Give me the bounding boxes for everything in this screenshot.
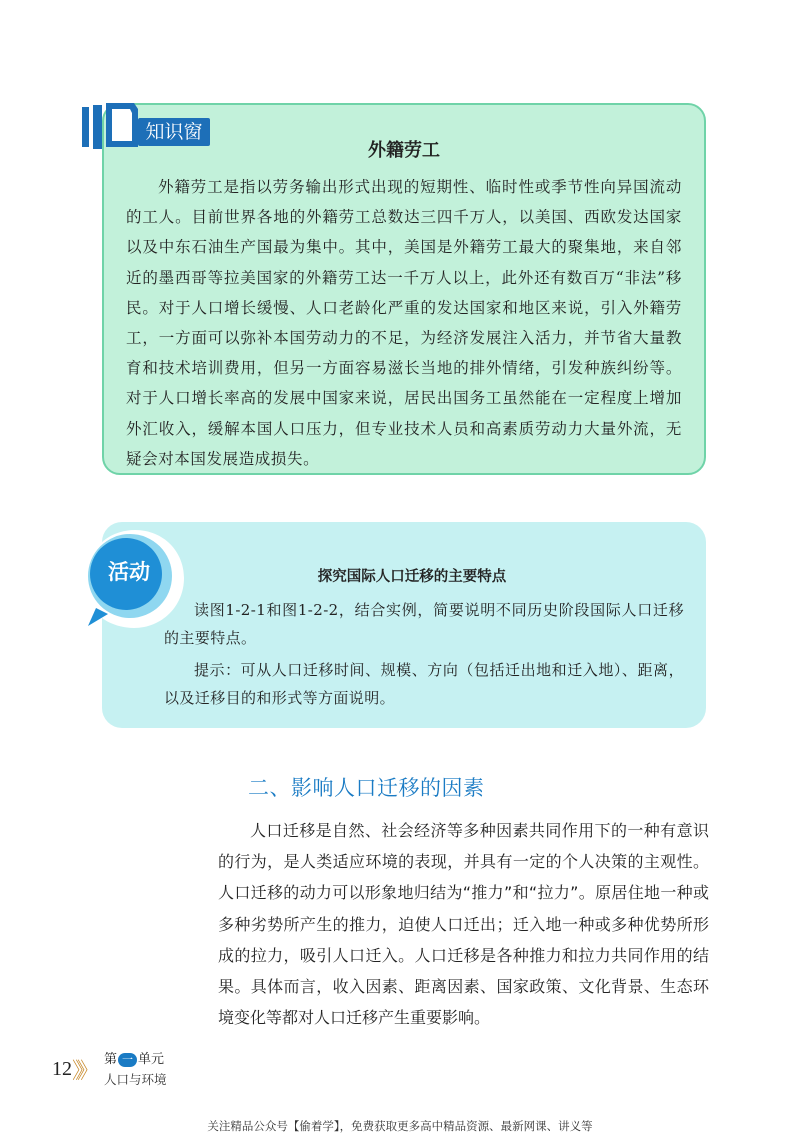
knowledge-window-title: 外籍劳工	[368, 140, 440, 161]
page-arrows-icon: 》》	[72, 1059, 94, 1084]
knowledge-window-tag: 知识窗	[138, 118, 210, 146]
page-number: 12	[52, 1058, 72, 1080]
activity-label: 活动	[108, 560, 150, 584]
unit-title: 人口与环境	[104, 1072, 167, 1087]
activity-paragraph-1: 读图1-2-1和图1-2-2，结合实例，简要说明不同历史阶段国际人口迁移的主要特点。	[164, 601, 684, 647]
activity-title: 探究国际人口迁移的主要特点	[317, 569, 507, 585]
section-heading: 二、影响人口迁移的因素	[248, 776, 485, 800]
unit-prefix: 第	[104, 1052, 118, 1067]
watermark-text: 关注精品公众号【偷着学】，免费获取更多高中精品资源、最新网课、讲义等	[207, 1119, 593, 1133]
unit-number-badge: 一	[118, 1053, 137, 1067]
unit-suffix: 单元	[138, 1052, 165, 1067]
activity-paragraph-2: 提示：可从人口迁移时间、规模、方向（包括迁出地和迁入地）、距离，以及迁移目的和形式等方面说明。	[164, 661, 684, 707]
knowledge-window-body: 外籍劳工是指以劳务输出形式出现的短期性、临时性或季节性向异国流动的工人。目前世界各地的外籍劳工总数达三四千万人，以美国、西欧发达国家以及中东石油生产国最为集中。其中，美国是外籍劳工最大的聚集地，来自邻近的墨西哥等拉美国家的外籍劳工达一千万人以上，此外还有数百万“非法”移民。对于人口增长缓慢、人口老龄化严重的发达国家和地区来说，引入外籍劳工，一方面可以弥补本国劳动力的不足，为经济发展注入活力，并节省大量教育和技术培训费用，但另一方面容易滋长当地的排外情绪，引发种族纠纷等。对于人口增长率高的发展中国家来说，居民出国务工虽然能在一定程度上增加外汇收入，缓解本国人口压力，但专业技术人员和高素质劳动力大量外流，无疑会对本国发展造成损失。	[126, 178, 682, 468]
section-body: 人口迁移是自然、社会经济等多种因素共同作用下的一种有意识的行为，是人类适应环境的表现，并具有一定的个人决策的主观性。人口迁移的动力可以形象地归结为“推力”和“拉力”。原居住地一种或多种劣势所产生的推力，迫使人口迁出；迁入地一种或多种优势所形成的拉力，吸引人口迁入。人口迁移是各种推力和拉力共同作用的结果。具体而言，收入因素、距离因素、国家政策、文化背景、生态环境变化等都对人口迁移产生重要影响。	[218, 821, 709, 1028]
unit-label	[104, 1052, 164, 1068]
